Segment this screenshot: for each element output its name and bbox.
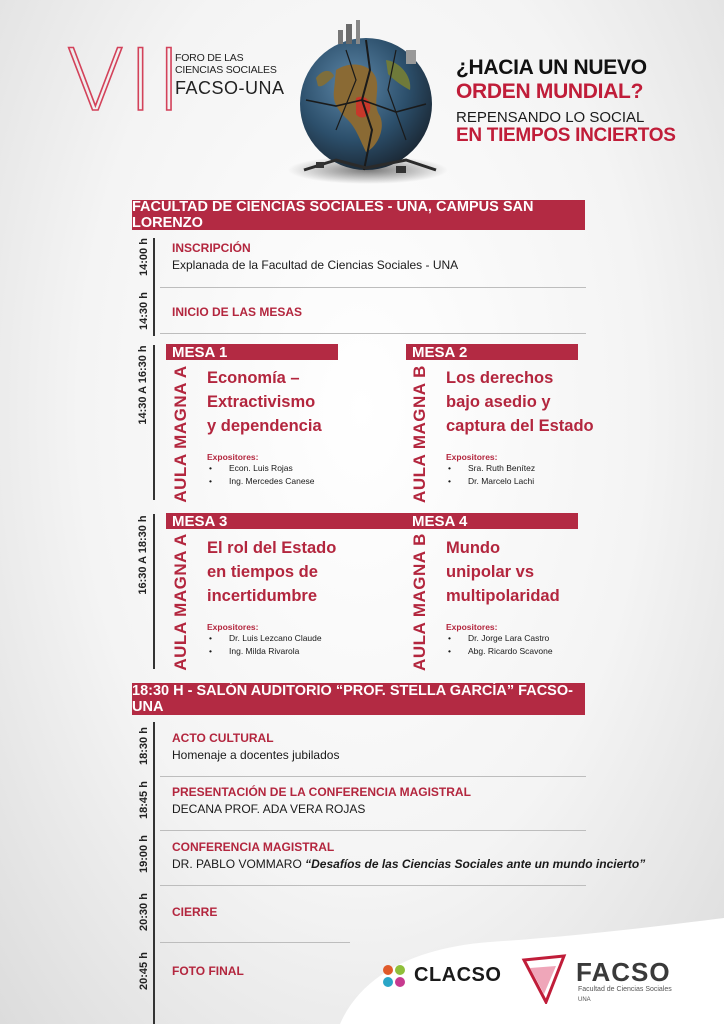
row-divider — [160, 287, 586, 288]
speakers-label: Expositores: — [446, 452, 498, 462]
mesa-title — [207, 366, 322, 438]
timeline-line — [153, 514, 155, 669]
time-label: 19:00 h — [138, 835, 150, 873]
schedule-item-subtitle: Homenaje a docentes jubilados — [172, 748, 340, 762]
time-label: 20:30 h — [138, 893, 150, 931]
mesa-label: MESA 3 — [166, 513, 578, 529]
time-label: 14:00 h — [138, 238, 150, 276]
subline-line1: REPENSANDO LO SOCIAL — [456, 109, 645, 126]
schedule-item-subtitle: Explanada de la Facultad de Ciencias Sociales - UNA — [172, 258, 459, 272]
facso-subtitle-una: UNA — [578, 997, 591, 1003]
schedule-item-title: INSCRIPCIÓN — [172, 241, 251, 255]
speaker-item: • Dr. Jorge Lara Castro — [446, 632, 553, 645]
aula-label: AULA MAGNA B — [410, 533, 429, 671]
headline-line1: ¿HACIA UN NUEVO — [456, 56, 647, 79]
speaker-name: DR. PABLO VOMMARO — [172, 857, 306, 871]
row-divider — [160, 830, 586, 831]
row-divider — [160, 333, 586, 334]
mesa-title-line: multipolaridad — [446, 587, 560, 605]
time-label: 14:30 h — [138, 292, 150, 330]
mesa-title-line: unipolar vs — [446, 563, 535, 581]
aula-label: AULA MAGNA B — [410, 365, 429, 503]
mesa-label: MESA 4 — [406, 513, 578, 529]
speaker-item: • Dr. Luis Lezcano Claude — [207, 632, 322, 645]
speaker-item: • Dr. Marcelo Lachi — [446, 475, 535, 488]
speakers — [207, 622, 322, 658]
schedule-item-title: PRESENTACIÓN DE LA CONFERENCIA MAGISTRAL — [172, 785, 471, 799]
timeline-line — [153, 722, 155, 1024]
speaker-item: • Sra. Ruth Benítez — [446, 462, 535, 475]
mesa-title-line: y dependencia — [207, 417, 322, 435]
speaker-item: • Econ. Luis Rojas — [207, 462, 315, 475]
mesa-title-line: Extractivismo — [207, 393, 316, 411]
cracked-globe-icon — [276, 20, 452, 190]
mesa-title-line: en tiempos de — [207, 563, 318, 581]
subline-line2: EN TIEMPOS INCIERTOS — [456, 125, 676, 146]
facso-text: FACSO — [576, 957, 671, 987]
schedule-item-title: ACTO CULTURAL — [172, 731, 274, 745]
speaker-item: • Ing. Mercedes Canese — [207, 475, 315, 488]
schedule-item-title: CONFERENCIA MAGISTRAL — [172, 840, 335, 854]
speakers — [446, 622, 553, 658]
time-label: 18:30 h — [138, 727, 150, 765]
mesa-label: MESA 2 — [406, 344, 578, 360]
row-divider — [160, 776, 586, 777]
mesa-title-line: Los derechos — [446, 369, 554, 387]
schedule-item-title: FOTO FINAL — [172, 964, 244, 978]
clacso-wordmark: CLACSO — [414, 964, 502, 986]
mesa-title — [446, 366, 594, 438]
time-label-block1: 14:30 A 16:30 h — [137, 345, 149, 425]
mesa-title-line: incertidumbre — [207, 587, 318, 605]
schedule-item-title: INICIO DE LAS MESAS — [172, 305, 303, 319]
headline-line2: ORDEN MUNDIAL? — [456, 80, 644, 103]
row-divider — [160, 942, 350, 943]
mesa-title-line: Mundo — [446, 539, 501, 557]
forum-title-line1: FORO DE LAS — [175, 52, 244, 64]
conference-title: “Desafíos de las Ciencias Sociales ante un mundo incierto” — [305, 857, 646, 871]
forum-title-line3: FACSO-UNA — [175, 78, 285, 98]
speakers-label: Expositores: — [446, 622, 498, 632]
forum-title-line2: CIENCIAS SOCIALES — [175, 64, 277, 76]
clacso-logo-icon — [380, 962, 408, 990]
time-label: 18:45 h — [138, 781, 150, 819]
facso-subtitle: Facultad de Ciencias Sociales — [578, 986, 672, 993]
auditorium-banner: 18:30 H - SALÓN AUDITORIO “PROF. STELLA GARCÍA” FACSO-UNA — [132, 683, 585, 715]
speakers — [446, 452, 535, 488]
forum-title — [175, 52, 277, 76]
mesa-title-line: captura del Estado — [446, 417, 594, 435]
schedule-item-subtitle: DECANA PROF. ADA VERA ROJAS — [172, 802, 366, 816]
timeline-line — [153, 345, 155, 500]
aula-label: AULA MAGNA A — [171, 533, 190, 671]
mesa-title-line: bajo asedio y — [446, 393, 551, 411]
timeline-line — [153, 238, 155, 336]
facso-logo-icon — [520, 954, 568, 1004]
venue-banner: FACULTAD DE CIENCIAS SOCIALES - UNA, CAMPUS SAN LORENZO — [132, 200, 585, 230]
facso-wordmark — [576, 957, 671, 988]
mesa-title-line: El rol del Estado — [207, 539, 337, 557]
row-divider — [160, 885, 586, 886]
mesa-title — [207, 536, 336, 608]
mesa-title-line: Economía – — [207, 369, 300, 387]
speakers-label: Expositores: — [207, 452, 259, 462]
mesa-title — [446, 536, 560, 608]
edition-numeral: VII — [66, 31, 185, 131]
time-label-block2: 16:30 A 18:30 h — [137, 515, 149, 595]
schedule-item-subtitle — [172, 857, 645, 871]
speakers-label: Expositores: — [207, 622, 259, 632]
aula-label: AULA MAGNA A — [171, 365, 190, 503]
time-label: 20:45 h — [138, 952, 150, 990]
speakers — [207, 452, 315, 488]
speaker-item: • Abg. Ricardo Scavone — [446, 645, 553, 658]
mesa-label: MESA 1 — [166, 344, 338, 360]
schedule-item-title: CIERRE — [172, 905, 218, 919]
speaker-item: • Ing. Milda Rivarola — [207, 645, 322, 658]
